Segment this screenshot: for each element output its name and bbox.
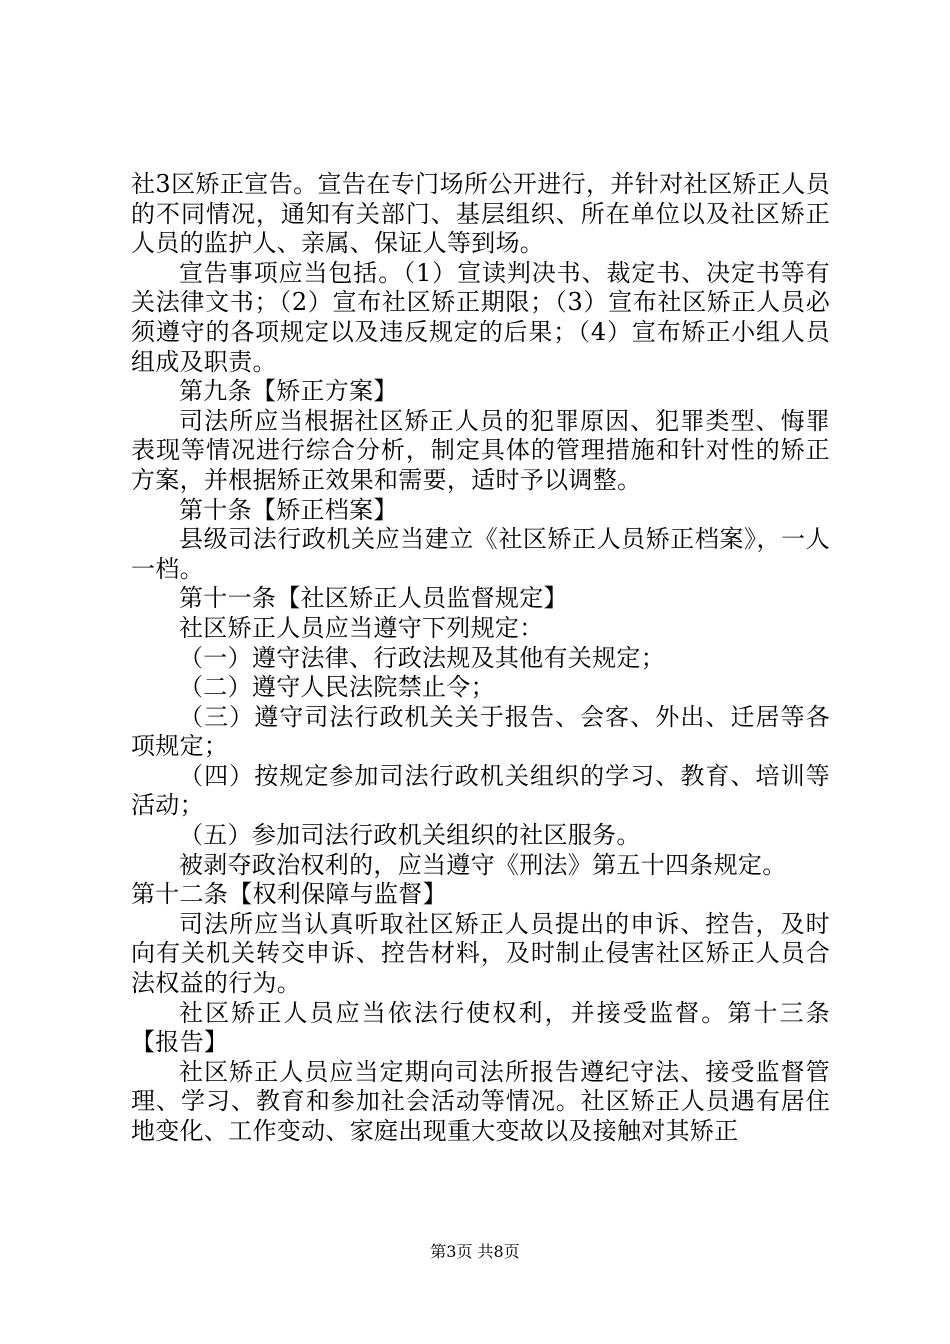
paragraph-8: 社区矫正人员应当依法行使权利，并接受监督。第十三条【报告】 (131, 998, 830, 1057)
paragraph-5: 社区矫正人员应当遵守下列规定： (179, 613, 544, 642)
list-item-3: （三）遵守司法行政机关关于报告、会客、外出、迁居等各项规定； (131, 702, 830, 761)
paragraph-1: 社3区矫正宣告。宣告在专门场所公开进行，并针对社区矫正人员的不同情况，通知有关部门、基层组织、所在单位以及社区矫正人员的监护人、亲属、保证人等到场。 (131, 170, 830, 258)
paragraph-4: 县级司法行政机关应当建立《社区矫正人员矫正档案》，一人一档。 (131, 525, 830, 583)
article-11-heading: 第十一条【社区矫正人员监督规定】 (179, 584, 568, 613)
document-body (131, 170, 830, 1147)
article-10-heading: 第十条【矫正档案】 (179, 495, 398, 524)
page-number-footer: 第3页 共8页 (430, 1242, 520, 1261)
article-9-heading: 第九条【矫正方案】 (179, 377, 398, 406)
list-item-5: （五）参加司法行政机关组织的社区服务。 (179, 821, 641, 850)
paragraph-2: 宣告事项应当包括。（1）宣读判决书、裁定书、决定书等有关法律文书；（2）宣布社区矫正期限；（3）宣布社区矫正人员必须遵守的各项规定以及违反规定的后果；（4）宣布矫正小组人员组成及职责。 (131, 258, 830, 376)
list-item-2: （二）遵守人民法院禁止令； (179, 673, 495, 702)
list-item-1: （一）遵守法律、行政法规及其他有关规定； (179, 643, 665, 672)
paragraph-3: 司法所应当根据社区矫正人员的犯罪原因、犯罪类型、悔罪表现等情况进行综合分析，制定具体的管理措施和针对性的矫正方案，并根据矫正效果和需要，适时予以调整。 (131, 406, 830, 494)
paragraph-7: 司法所应当认真听取社区矫正人员提出的申诉、控告，及时向有关机关转交申诉、控告材料，及时制止侵害社区矫正人员合法权益的行为。 (131, 909, 830, 998)
article-12-heading: 第十二条【权利保障与监督】 (131, 880, 447, 909)
paragraph-6: 被剥夺政治权利的，应当遵守《刑法》第五十四条规定。 (179, 850, 787, 879)
paragraph-9: 社区矫正人员应当定期向司法所报告遵纪守法、接受监督管理、学习、教育和参加社会活动等情况。社区矫正人员遇有居住地变化、工作变动、家庭出现重大变故以及接触对其矫正 (131, 1057, 830, 1145)
list-item-4: （四）按规定参加司法行政机关组织的学习、教育、培训等活动； (131, 761, 830, 820)
